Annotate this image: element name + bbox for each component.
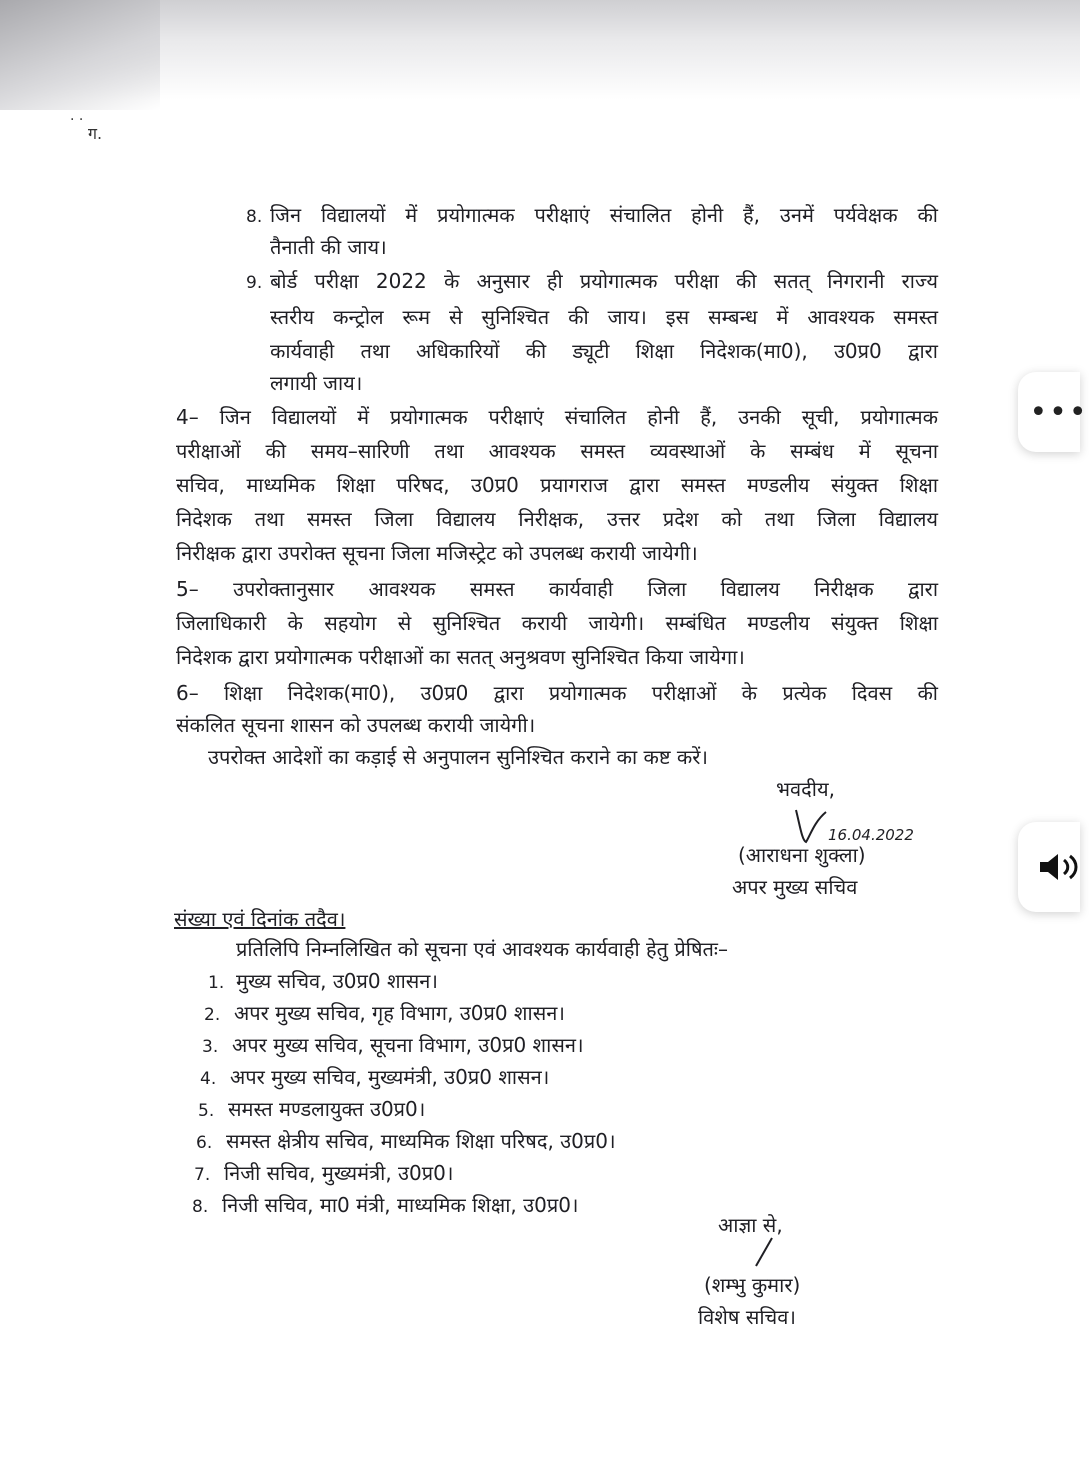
copy-item: समस्त क्षेत्रीय सचिव, माध्यमिक शिक्षा परिषद, उ0प्र0। (226, 1129, 616, 1153)
point-line: जिन विद्यालयों में प्रयोगात्मक परीक्षाएं संचालित होनी हैं, उनमें पर्यवेक्षक की (270, 203, 938, 227)
copy-item: समस्त मण्डलायुक्त उ0प्र0। (228, 1097, 426, 1121)
more-options-button[interactable] (1018, 372, 1089, 452)
copy-number: 7. (194, 1165, 211, 1185)
signatory-name: (आराधना शुक्ला) (738, 843, 866, 867)
closing-line: उपरोक्त आदेशों का कड़ाई से अनुपालन सुनिश्चित कराने का कष्ट करें। (208, 745, 709, 769)
point-line: कार्यवाही तथा अधिकारियों की ड्यूटी शिक्षा निदेशक(मा0), उ0प्र0 द्वारा (270, 339, 938, 363)
corner-mark: ग. (88, 124, 103, 143)
copy-item: अपर मुख्य सचिव, गृह विभाग, उ0प्र0 शासन। (234, 1001, 565, 1025)
point-line: बोर्ड परीक्षा 2022 के अनुसार ही प्रयोगात्मक परीक्षा की सतत् निगरानी राज्य (270, 269, 938, 293)
signatory-designation: अपर मुख्य सचिव (732, 875, 858, 899)
point-line: तैनाती की जाय। (270, 235, 387, 259)
copy-item: निजी सचिव, मा0 मंत्री, माध्यमिक शिक्षा, उ0प्र0। (222, 1193, 579, 1217)
paragraph-line: 4– जिन विद्यालयों में प्रयोगात्मक परीक्षाएं संचालित होनी हैं, उनकी सूची, प्रयोगात्मक (176, 405, 938, 429)
paragraph-line: निरीक्षक द्वारा उपरोक्त सूचना जिला मजिस्ट्रेट को उपलब्ध करायी जायेगी। (176, 541, 698, 565)
copy-item: अपर मुख्य सचिव, मुख्यमंत्री, उ0प्र0 शासन। (230, 1065, 550, 1089)
paragraph-line: 5– उपरोक्तानुसार आवश्यक समस्त कार्यवाही जिला विद्यालय निरीक्षक द्वारा (176, 577, 938, 601)
audio-button[interactable] (1018, 822, 1080, 912)
more-horizontal-icon: ••• (1029, 394, 1089, 430)
order-designation: विशेष सचिव। (698, 1305, 796, 1329)
point-number: 9. (246, 273, 263, 293)
order-name: (शम्भु कुमार) (704, 1273, 801, 1297)
paragraph-line: सचिव, माध्यमिक शिक्षा परिषद, उ0प्र0 प्रयागराज द्वारा समस्त मण्डलीय संयुक्त शिक्षा (176, 473, 938, 497)
copy-number: 2. (204, 1005, 221, 1025)
paragraph-line: जिलाधिकारी के सहयोग से सुनिश्चित करायी जायेगी। सम्बंधित मण्डलीय संयुक्त शिक्षा (176, 611, 938, 635)
signature-date: 16.04.2022 (828, 826, 914, 844)
copy-number: 6. (196, 1133, 213, 1153)
signature-mark (748, 1236, 778, 1270)
by-order: आज्ञा से, (718, 1213, 783, 1237)
paragraph-line: निदेशक तथा समस्त जिला विद्यालय निरीक्षक, उत्तर प्रदेश को तथा जिला विद्यालय (176, 507, 938, 531)
copy-item: अपर मुख्य सचिव, सूचना विभाग, उ0प्र0 शासन। (232, 1033, 584, 1057)
copy-number: 1. (208, 973, 225, 993)
paragraph-line: परीक्षाओं की समय–सारिणी तथा आवश्यक समस्त व्यवस्थाओं के सम्बंध में सूचना (176, 439, 938, 463)
copy-intro: प्रतिलिपि निम्नलिखित को सूचना एवं आवश्यक कार्यवाही हेतु प्रेषितः– (236, 937, 728, 961)
paragraph-line: निदेशक द्वारा प्रयोगात्मक परीक्षाओं का सतत् अनुश्रवण सुनिश्चित किया जायेगा। (176, 645, 745, 669)
copy-number: 4. (200, 1069, 217, 1089)
paragraph-line: संकलित सूचना शासन को उपलब्ध करायी जायेगी। (176, 713, 536, 737)
copy-number: 3. (202, 1037, 219, 1057)
paragraph-line: 6– शिक्षा निदेशक(मा0), उ0प्र0 द्वारा प्रयोगात्मक परीक्षाओं के प्रत्येक दिवस की (176, 681, 938, 705)
copy-item: मुख्य सचिव, उ0प्र0 शासन। (236, 969, 438, 993)
point-line: लगायी जाय। (270, 371, 363, 395)
speaker-icon (1038, 852, 1078, 882)
salutation: भवदीय, (776, 777, 835, 801)
copy-number: 5. (198, 1101, 215, 1121)
copy-item: निजी सचिव, मुख्यमंत्री, उ0प्र0। (224, 1161, 454, 1185)
corner-dots: · · (70, 112, 84, 128)
copy-number: 8. (192, 1197, 209, 1217)
reference-line: संख्या एवं दिनांक तदैव। (174, 907, 346, 931)
point-number: 8. (246, 207, 263, 227)
point-line: स्तरीय कन्ट्रोल रूम से सुनिश्चित की जाय। इस सम्बन्ध में आवश्यक समस्त (270, 305, 938, 329)
